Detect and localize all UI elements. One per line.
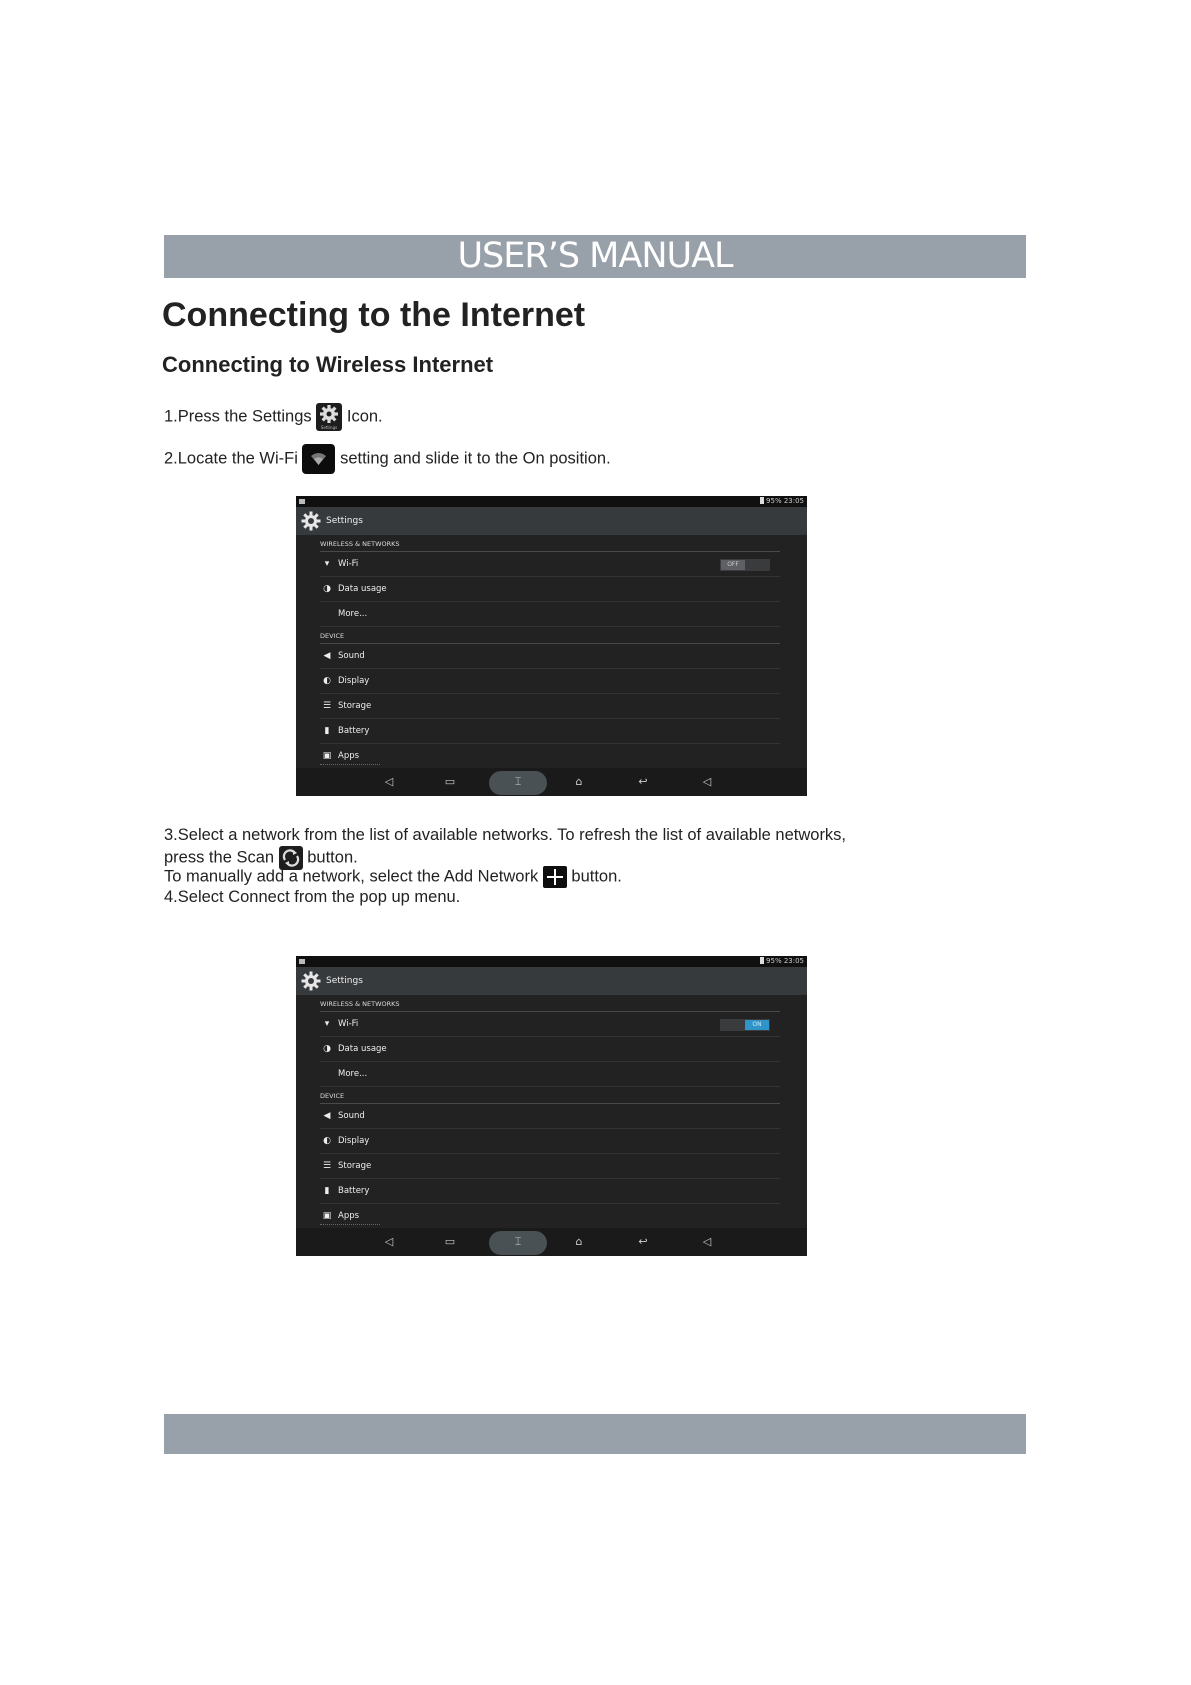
category-device: DEVICE <box>320 627 780 644</box>
settings-item-label: Battery <box>338 1186 370 1196</box>
page-title: Connecting to the Internet <box>162 296 586 334</box>
volume-down-icon[interactable]: ◁ <box>384 775 394 788</box>
action-bar-title: Settings <box>326 976 363 986</box>
settings-item-label: More... <box>338 1069 368 1079</box>
settings-item-more[interactable] <box>320 602 780 627</box>
sound-icon: ◀ <box>323 651 331 661</box>
action-bar-title: Settings <box>326 516 363 526</box>
wifi-toggle[interactable] <box>720 559 770 571</box>
footer-banner <box>164 1414 1026 1454</box>
apps-icon: ▣ <box>322 751 332 761</box>
settings-item-battery[interactable] <box>320 719 780 744</box>
settings-item-apps[interactable] <box>320 744 780 769</box>
step-3-scan-text-b: button. <box>307 848 358 867</box>
plus-icon <box>543 866 567 888</box>
home-icon[interactable]: ⌂ <box>575 1235 583 1248</box>
settings-item-label: Apps <box>338 751 360 761</box>
data-usage-icon: ◑ <box>323 584 331 594</box>
settings-item-label: Battery <box>338 726 370 736</box>
settings-item-wifi[interactable] <box>320 552 780 577</box>
wifi-icon <box>302 444 335 474</box>
storage-icon: ☰ <box>322 701 332 711</box>
settings-screenshot-wifi-off <box>296 496 807 796</box>
data-usage-icon: ◑ <box>323 1044 331 1054</box>
recents-icon[interactable]: ▭ <box>444 1235 456 1248</box>
settings-item-data-usage[interactable] <box>320 577 780 602</box>
screenshot-icon[interactable]: ⌶ <box>514 1235 522 1248</box>
step-3-scan-text-a: press the Scan <box>164 848 275 867</box>
wifi-toggle-state: ON <box>745 1020 769 1030</box>
action-bar <box>296 967 807 995</box>
status-text: 95% 23:05 <box>766 497 804 505</box>
settings-item-label: Wi-Fi <box>338 559 359 569</box>
back-icon[interactable]: ↩ <box>638 1235 648 1248</box>
settings-item-storage[interactable] <box>320 694 780 719</box>
step-2 <box>164 444 611 474</box>
settings-item-battery[interactable] <box>320 1179 780 1204</box>
home-icon[interactable]: ⌂ <box>575 775 583 788</box>
gear-icon <box>316 403 342 431</box>
header-banner <box>164 235 1026 278</box>
step-1-text-b: Icon. <box>346 407 383 426</box>
recents-icon[interactable]: ▭ <box>444 775 456 788</box>
category-device: DEVICE <box>320 1087 780 1104</box>
step-1-text-a: 1.Press the Settings <box>164 407 312 426</box>
step-3-add-text-a: To manually add a network, select the Add Network <box>164 867 539 886</box>
wifi-toggle-state: OFF <box>721 560 745 570</box>
battery-icon <box>760 957 764 964</box>
status-bar <box>296 496 807 507</box>
settings-item-label: Sound <box>338 651 365 661</box>
volume-up-icon[interactable]: ◁ <box>702 1235 712 1248</box>
settings-item-apps[interactable] <box>320 1204 780 1229</box>
display-icon: ◐ <box>323 1136 331 1146</box>
settings-item-storage[interactable] <box>320 1154 780 1179</box>
settings-item-label: Display <box>338 1136 370 1146</box>
category-wireless: WIRELESS & NETWORKS <box>320 535 780 552</box>
wifi-icon: ▾ <box>324 559 330 569</box>
settings-item-label: More... <box>338 609 368 619</box>
battery-icon <box>760 497 764 504</box>
settings-item-more[interactable] <box>320 1062 780 1087</box>
step-2-text-a: 2.Locate the Wi-Fi <box>164 449 298 468</box>
section-title: Connecting to Wireless Internet <box>162 352 494 377</box>
step-4: 4.Select Connect from the pop up menu. <box>164 888 461 906</box>
status-bar <box>296 956 807 967</box>
step-3-line-1: 3.Select a network from the list of available networks. To refresh the list of available networks, <box>164 826 847 844</box>
settings-item-label: Storage <box>338 1161 372 1171</box>
settings-item-data-usage[interactable] <box>320 1037 780 1062</box>
display-icon: ◐ <box>323 676 331 686</box>
gear-icon[interactable] <box>300 970 322 992</box>
settings-item-sound[interactable] <box>320 644 780 669</box>
settings-item-label: Sound <box>338 1111 365 1121</box>
notification-icon <box>299 959 305 964</box>
settings-item-label: Apps <box>338 1211 360 1221</box>
apps-icon: ▣ <box>322 1211 332 1221</box>
screenshot-icon[interactable]: ⌶ <box>514 775 522 788</box>
settings-item-label: Wi-Fi <box>338 1019 359 1029</box>
settings-item-display[interactable] <box>320 1129 780 1154</box>
battery-icon: ▮ <box>324 1186 330 1196</box>
step-3-add-text-b: button. <box>571 867 622 886</box>
wifi-toggle[interactable] <box>720 1019 770 1031</box>
volume-up-icon[interactable]: ◁ <box>702 775 712 788</box>
navigation-bar <box>296 768 807 796</box>
settings-item-wifi[interactable] <box>320 1012 780 1037</box>
sound-icon: ◀ <box>323 1111 331 1121</box>
manual-title: USER’S MANUAL <box>457 236 733 276</box>
navigation-bar <box>296 1228 807 1256</box>
battery-icon: ▮ <box>324 726 330 736</box>
notification-icon <box>299 499 305 504</box>
settings-item-display[interactable] <box>320 669 780 694</box>
settings-item-label: Data usage <box>338 584 387 594</box>
settings-item-sound[interactable] <box>320 1104 780 1129</box>
settings-icon-caption: Settings <box>321 425 338 430</box>
step-2-text-b: setting and slide it to the On position. <box>340 449 611 468</box>
settings-item-label: Data usage <box>338 1044 387 1054</box>
settings-item-label: Storage <box>338 701 372 711</box>
settings-screenshot-wifi-on <box>296 956 807 1256</box>
status-text: 95% 23:05 <box>766 957 804 965</box>
gear-icon[interactable] <box>300 510 322 532</box>
settings-list <box>320 995 780 1229</box>
settings-list <box>320 535 780 769</box>
action-bar <box>296 507 807 535</box>
step-1 <box>164 403 383 431</box>
settings-item-label: Display <box>338 676 370 686</box>
wifi-icon: ▾ <box>324 1019 330 1029</box>
storage-icon: ☰ <box>322 1161 332 1171</box>
volume-down-icon[interactable]: ◁ <box>384 1235 394 1248</box>
category-wireless: WIRELESS & NETWORKS <box>320 995 780 1012</box>
back-icon[interactable]: ↩ <box>638 775 648 788</box>
step-3-line-3 <box>164 866 622 888</box>
